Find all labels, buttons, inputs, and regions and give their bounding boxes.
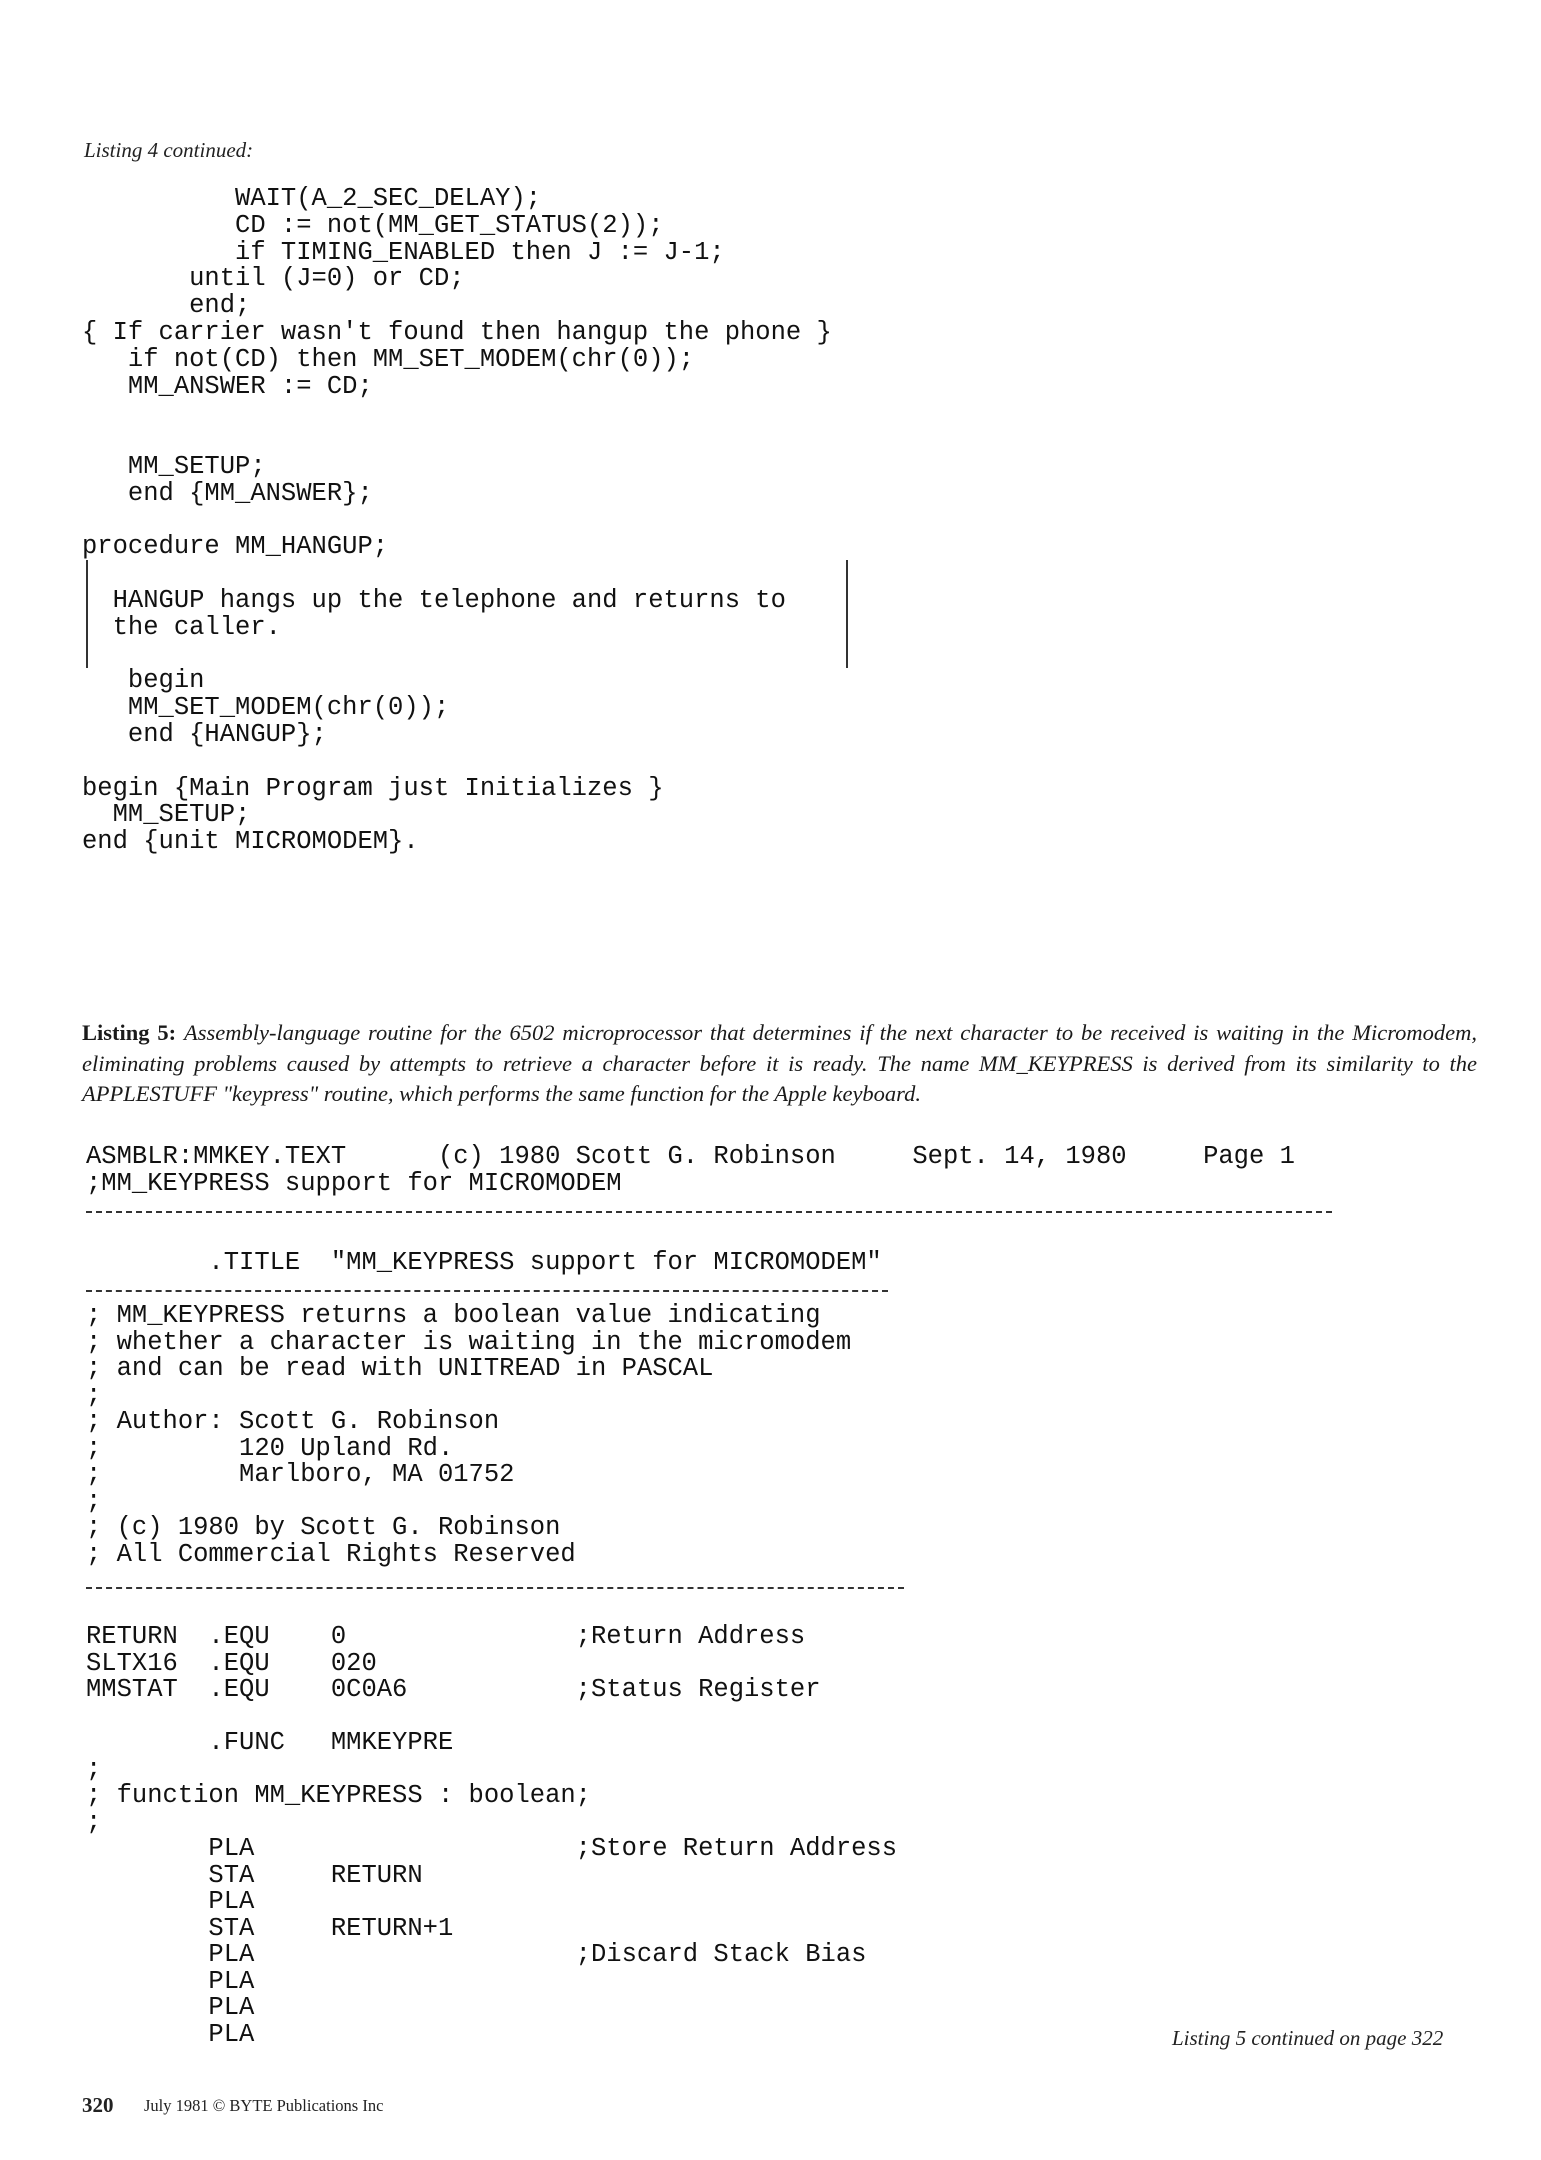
listing5-header-line1: ASMBLR:MMKEY.TEXT (c) 1980 Scott G. Robinson Sept. 14, 1980 Page 1 xyxy=(86,1142,1295,1171)
listing5-continued-note: Listing 5 continued on page 322 xyxy=(1172,2026,1444,2050)
comment-divider-top xyxy=(86,1290,888,1292)
listing4-code: WAIT(A_2_SEC_DELAY); CD := not(MM_GET_STATUS(2)); if TIMING_ENABLED then J := J-1; until (J=0) or CD; end; { If carrier wasn't found then hangup the phone } if not(CD) then MM_SET_MODEM(chr(0)); MM_ANSWER := CD; MM_SETUP; end {MM_ANSWER}; procedure MM_HANGUP; HANGUP hangs up the telephone and returns to the caller. begin MM_SET_MODEM(chr(0)); end {HANGUP}; begin {Main Program just Initializes } MM_SETUP; end {unit MICROMODEM}. xyxy=(82,184,832,857)
publication-line: July 1981 © BYTE Publications Inc xyxy=(144,2096,384,2115)
header-divider xyxy=(86,1211,1332,1213)
listing5-header-line2: ;MM_KEYPRESS support for MICROMODEM xyxy=(86,1169,622,1198)
listing5-label: Listing 5: xyxy=(82,1020,177,1045)
hangup-comment-brace xyxy=(86,560,848,668)
listing4-continued-label: Listing 4 continued: xyxy=(84,138,254,162)
listing5-caption xyxy=(82,1018,1477,1110)
listing5-code: RETURN .EQU 0 ;Return Address SLTX16 .EQU 020 MMSTAT .EQU 0C0A6 ;Status Register .FUNC MMKEYPRE ; ; function MM_KEYPRESS : boolean; ; PLA ;Store Return Address STA RETURN PLA STA RETURN+1 PLA ;Discard Stack Bias PLA PLA PLA xyxy=(86,1622,898,2049)
listing5-caption-text: Assembly-language routine for the 6502 microprocessor that determines if the next character to be received is waiting in the Micromodem, eliminating problems caused by attempts to retrieve a character before it is ready. The name MM_KEYPRESS is derived from its similarity to the APPLESTUFF "keypress" routine, which performs the same function for the Apple keyboard. xyxy=(82,1020,1477,1106)
comment-divider-bottom xyxy=(86,1587,904,1589)
page-number: 320 xyxy=(82,2093,114,2117)
listing5-title-line: .TITLE "MM_KEYPRESS support for MICROMODEM" xyxy=(86,1248,882,1277)
listing5-comment-block: ; MM_KEYPRESS returns a boolean value indicating ; whether a character is waiting in the micromodem ; and can be read with UNITREAD in PASCAL ; ; Author: Scott G. Robinson ; 120 Upland Rd. ; Marlboro, MA 01752 ; ; (c) 1980 by Scott G. Robinson ; All Commercial Rights Reserved xyxy=(86,1301,852,1569)
